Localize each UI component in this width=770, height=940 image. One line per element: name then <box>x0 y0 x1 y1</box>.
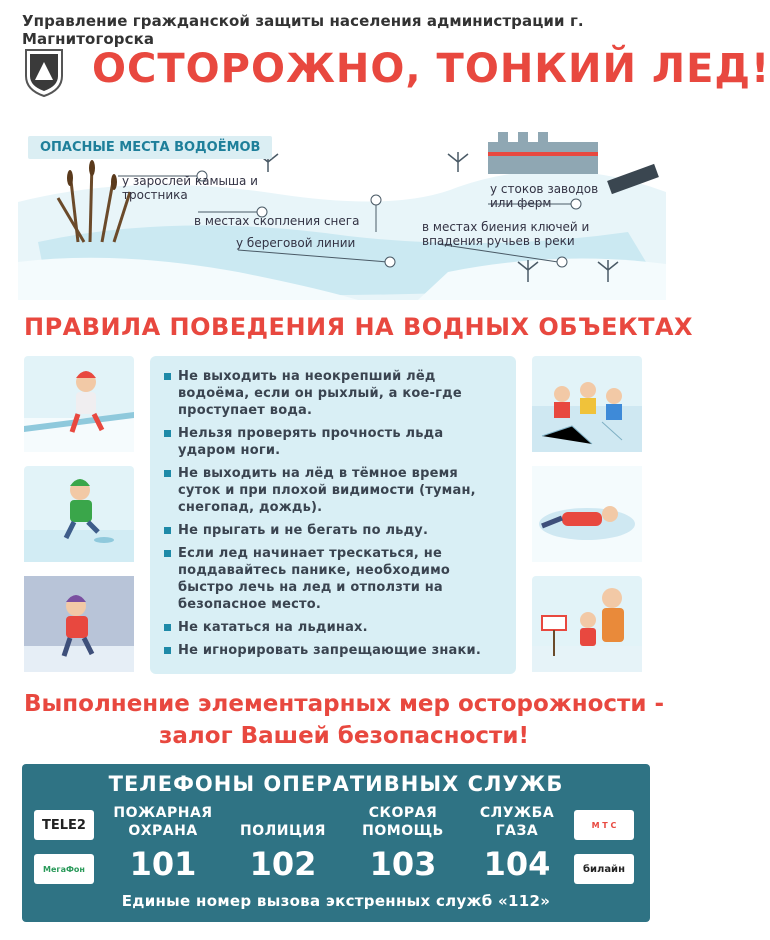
service-number: 104 <box>483 845 551 883</box>
service-gas <box>462 804 572 884</box>
service-fire <box>108 804 218 884</box>
children-playing-ice-illustration <box>532 356 642 452</box>
child-on-ice-illustration <box>24 356 134 452</box>
child-lying-on-ice-illustration <box>532 466 642 562</box>
phones-title: ТЕЛЕФОНЫ ОПЕРАТИВНЫХ СЛУЖБ <box>108 772 564 796</box>
slogan-line-1: Выполнение элементарных мер осторожности - <box>23 691 665 717</box>
rules-list <box>176 368 500 659</box>
rule-item: Если лед начинает трескаться, не поддавайтесь панике, необходимо быстро лечь на лед и отползти на безопасное место. <box>176 545 500 613</box>
rule-item: Не игнорировать запрещающие знаки. <box>176 642 500 659</box>
megafon-logo: МегаФон <box>34 854 94 884</box>
rule-item: Не прыгать и не бегать по льду. <box>176 522 500 539</box>
service-number: 103 <box>369 845 437 883</box>
place-shore: у береговой линии <box>236 236 356 250</box>
child-at-dusk-illustration <box>24 576 134 672</box>
place-snow: в местах скопления снега <box>194 214 360 228</box>
rule-item: Нельзя проверять прочность льда ударом ноги. <box>176 425 500 459</box>
slogan-line-2: залог Вашей безопасности! <box>159 723 529 749</box>
rules-title: ПРАВИЛА ПОВЕДЕНИЯ НА ВОДНЫХ ОБЪЕКТАХ <box>24 313 694 341</box>
rule-item: Не выходить на лёд в тёмное время суток и при плохой видимости (туман, снегопад, дождь). <box>176 465 500 516</box>
place-springs: в местах биения ключей и впадения ручьев в реки <box>422 220 590 248</box>
service-police <box>228 804 338 884</box>
dangerous-places-illustration <box>18 132 666 300</box>
place-reeds: у зарослей камыша и тростника <box>122 174 258 202</box>
city-emblem-icon <box>22 46 66 98</box>
tele2-logo: TELE2 <box>34 810 94 840</box>
child-stepping-ice-illustration <box>24 466 134 562</box>
rule-item: Не выходить на неокрепший лёд водоёма, если он рыхлый, а кое-где проступает вода. <box>176 368 500 419</box>
emergency-112-note: Единые номер вызова экстренных служб «112» <box>121 892 551 910</box>
rule-item: Не кататься на льдинах. <box>176 619 500 636</box>
place-factory-drains: у стоков заводов или ферм <box>490 182 599 210</box>
service-number: 102 <box>249 845 317 883</box>
page-title: ОСТОРОЖНО, ТОНКИЙ ЛЕД! <box>92 46 770 92</box>
service-name: ПОЛИЦИЯ <box>240 823 326 839</box>
dangerous-places-label: ОПАСНЫЕ МЕСТА ВОДОЁМОВ <box>28 136 272 159</box>
emergency-phones-panel <box>22 764 650 922</box>
beeline-logo: билайн <box>574 854 634 884</box>
service-ambulance <box>348 804 458 884</box>
service-number: 101 <box>129 845 197 883</box>
adult-child-warning-sign-illustration <box>532 576 642 672</box>
service-name: СКОРАЯ ПОМОЩЬ <box>362 805 444 839</box>
service-name: ПОЖАРНАЯ ОХРАНА <box>113 805 213 839</box>
mts-logo: М Т С <box>574 810 634 840</box>
organization-header: Управление гражданской защиты населения администрации г. Магнитогорска <box>22 12 584 48</box>
rules-box <box>150 356 516 674</box>
service-name: СЛУЖБА ГАЗА <box>479 805 555 839</box>
safety-slogan <box>0 688 688 752</box>
